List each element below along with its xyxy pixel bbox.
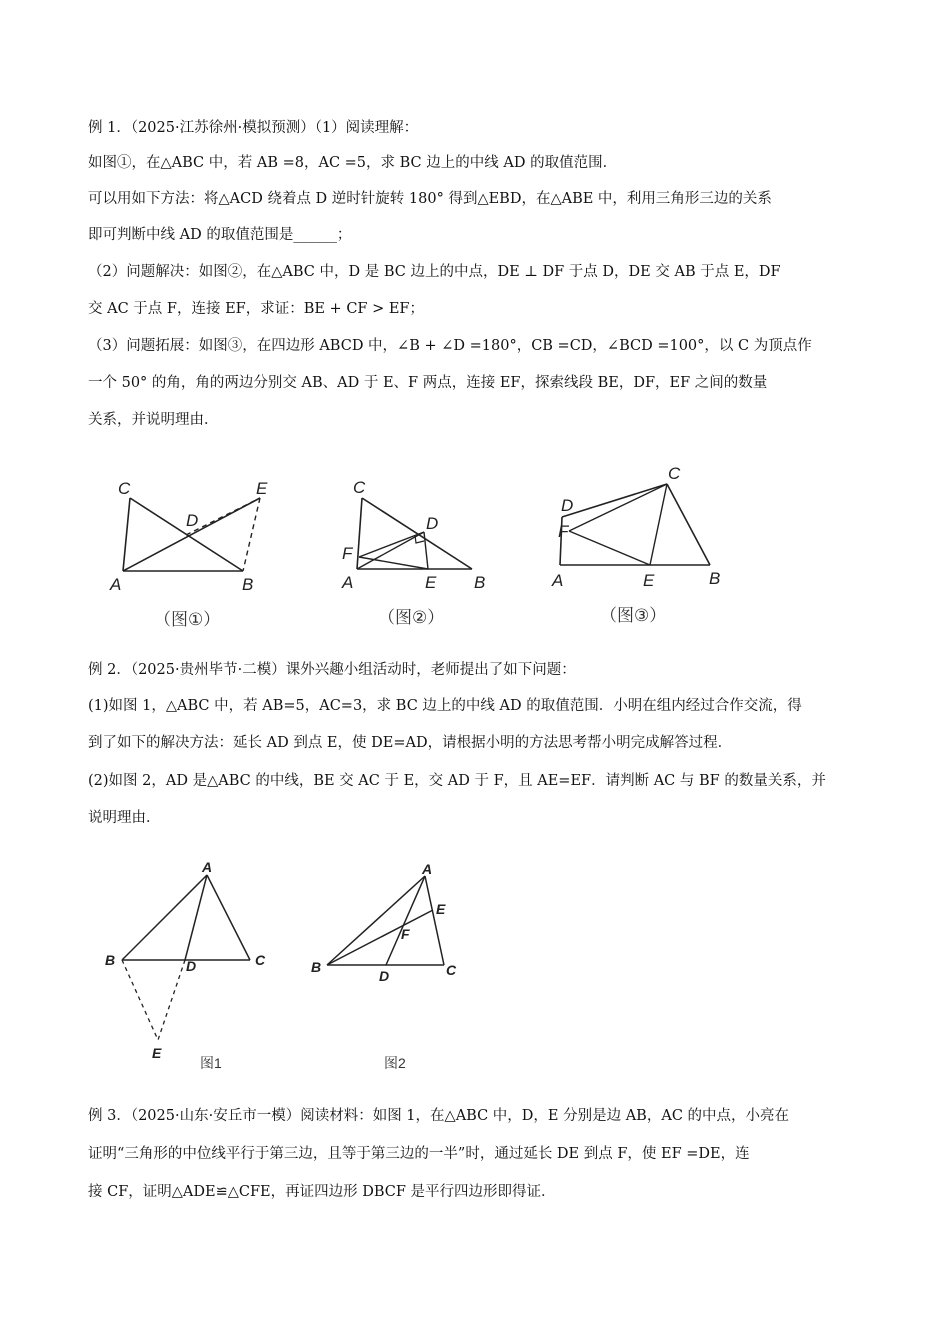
fig2-label-b: B <box>474 573 486 592</box>
fig1-label-b: B <box>242 575 254 594</box>
fig3-label-c: C <box>668 464 681 483</box>
example1-line8: 一个 50° 的角，角的两边分别交 AB、AD 于 E、F 两点，连接 EF，探索线段 BE，DF，EF 之间的数量 <box>88 375 768 391</box>
example1-line5: （2）问题解决：如图②，在△ABC 中，D 是 BC 边上的中点，DE ⊥ DF 于点 D，DE 交 AB 于点 E，DF <box>88 264 781 280</box>
fig2-1-label-a: A <box>202 859 213 875</box>
fig2-2-label-d: D <box>379 968 390 984</box>
example1-line2: 如图①，在△ABC 中，若 AB =8，AC =5，求 BC 边上的中线 AD 的取值范围． <box>88 155 618 171</box>
fig1-label-a: A <box>110 575 122 594</box>
fig2-2-label-a: A <box>422 861 433 877</box>
fig2-caption: （图②） <box>378 608 445 627</box>
example2-line3: 到了如下的解决方法：延长 AD 到点 E，使 DE=AD，请根据小明的方法思考帮小明完成解答过程． <box>88 735 733 751</box>
example2-heading: 例 2．（2025·贵州毕节·二模）课外兴趣小组活动时，老师提出了如下问题： <box>88 662 576 678</box>
figure-1 <box>109 479 268 629</box>
example1-line9: 关系，并说明理由． <box>88 412 219 428</box>
example1-line3: 可以用如下方法：将△ACD 绕着点 D 逆时针旋转 180° 得到△EBD，在△ABE 中，利用三角形三边的关系 <box>88 191 772 207</box>
example2-figures <box>95 850 495 1080</box>
fig2-label-c: C <box>353 478 366 497</box>
fig1-label-c: C <box>118 479 131 498</box>
fig2-1-label-d: D <box>186 958 197 974</box>
fig2-label-f: F <box>342 544 353 563</box>
fig3-label-b: B <box>709 569 721 588</box>
fig3-label-d: D <box>561 496 574 515</box>
example2-line4: (2)如图 2，AD 是△ABC 的中线，BE 交 AC 于 E，交 AD 于 F，且 AE=EF．请判断 AC 与 BF 的数量关系，并 <box>88 773 826 789</box>
fig3-caption: （图③） <box>600 606 667 625</box>
fig2-1-caption: 图1 <box>200 1055 222 1071</box>
example3-line3: 接 CF，证明△ADE≌△CFE，再证四边形 DBCF 是平行四边形即得证． <box>88 1184 556 1200</box>
fig3-label-f: F <box>558 522 569 541</box>
example1-line4: 即可判断中线 AD 的取值范围是______； <box>88 227 352 243</box>
fig2-2-caption: 图2 <box>384 1055 406 1071</box>
example1-line7: （3）问题拓展：如图③，在四边形 ABCD 中，∠B + ∠D =180°，CB =CD，∠BCD =100°，以 C 为顶点作 <box>88 338 812 354</box>
fig3-label-a: A <box>552 571 564 590</box>
figure-2-1 <box>105 859 266 1071</box>
example3-line2: 证明“三角形的中位线平行于第三边，且等于第三边的一半”时，通过延长 DE 到点 F，使 EF =DE，连 <box>88 1146 750 1162</box>
fig1-caption: （图①） <box>154 610 221 629</box>
fig3-label-e: E <box>643 571 655 590</box>
fig2-2-label-f: F <box>401 926 410 942</box>
fig1-label-e: E <box>256 479 268 498</box>
example1-heading: 例 1．（2025·江苏徐州·模拟预测）（1）阅读理解： <box>88 120 419 136</box>
example1-figures <box>90 455 810 640</box>
figure-2-2 <box>311 861 457 1071</box>
example2-line2: (1)如图 1，△ABC 中，若 AB=5，AC=3，求 BC 边上的中线 AD 的取值范围．小明在组内经过合作交流，得 <box>88 698 802 714</box>
example2-line5: 说明理由． <box>88 810 161 826</box>
example3-heading: 例 3．（2025·山东·安丘市一模）阅读材料：如图 1，在△ABC 中，D，E 分别是边 AB，AC 的中点，小亮在 <box>88 1108 790 1124</box>
example1-line6: 交 AC 于点 F，连接 EF，求证：BE + CF > EF； <box>88 301 424 317</box>
figure-2 <box>341 478 485 627</box>
figure-3 <box>551 464 720 625</box>
fig1-label-d: D <box>186 511 199 530</box>
fig2-2-label-c: C <box>446 962 457 978</box>
fig2-label-a: A <box>342 573 354 592</box>
fig2-1-label-e: E <box>152 1045 162 1061</box>
fig2-2-label-e: E <box>436 901 446 917</box>
fig2-2-label-b: B <box>311 959 322 975</box>
fig2-1-label-b: B <box>105 952 116 968</box>
fig2-label-d: D <box>426 514 439 533</box>
fig2-label-e: E <box>425 573 437 592</box>
fig2-1-label-c: C <box>255 952 266 968</box>
